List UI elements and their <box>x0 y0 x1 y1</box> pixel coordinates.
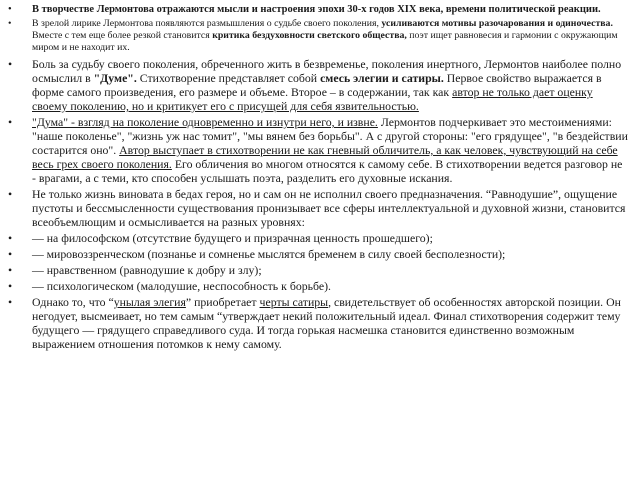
list-item <box>6 263 628 277</box>
bullet-icon: • <box>8 4 12 15</box>
paragraph-lyrics-text: Вместе с тем еще более резкой становится <box>32 30 213 41</box>
paragraph-duma-bold: "Думе". <box>93 71 137 85</box>
bullet-icon: • <box>8 115 13 129</box>
bullet-icon: • <box>8 18 12 29</box>
bullet-icon: • <box>8 279 13 293</box>
paragraph-satire-underlined: черты сатиры <box>259 295 329 309</box>
level-philosophical: — на философском (отсутствие будущего и призрачная ценность прошедшего); <box>32 231 433 245</box>
paragraph-view-text: Его обличения во многом относятся к самому себе. В стихотворении ведется разговор не - врагами, а с теми, кто способен услышать поэта, разделить его духовные искания. <box>32 157 623 185</box>
bullet-icon: • <box>8 247 13 261</box>
level-psychological: — психологическом (малодушие, неспособность к борьбе). <box>32 279 331 293</box>
list-item <box>6 57 628 113</box>
list-item <box>6 247 628 261</box>
list-item <box>6 295 628 351</box>
level-moral: — нравственном (равнодушие к добру и злу); <box>32 263 262 277</box>
paragraph-lyrics-bold: критика бездуховности светского общества, <box>212 30 407 41</box>
paragraph-duma-text: Стихотворение представляет собой <box>136 71 321 85</box>
paragraph-duma-underlined: автор не только дает оценку своему поколению, но и критикует его с присущей для себя язвительностью. <box>32 85 593 113</box>
paragraph-satire-text: Однако то, что “ <box>32 295 114 309</box>
bullet-icon: • <box>8 295 13 309</box>
paragraph-indifference: Не только жизнь виновата в бедах героя, но и сам он не исполнил своего предназначения. “Равнодушие”, ощущение пустоты и бессмысленности существования пронизывает все сферы интеллектуальной и духовной жизни, становится всеобъемлющим и осмысливается на разных уровнях: <box>32 187 626 229</box>
paragraph-lyrics-bold: усиливаются мотивы разочарования и одиночества. <box>381 18 613 29</box>
list-item <box>6 3 628 16</box>
paragraph-duma-text: Первое свойство выражается в форме самого произведения, его размере и объеме. Второе – в содержании, так как <box>32 71 602 99</box>
list-item <box>6 231 628 245</box>
list-item <box>6 187 628 229</box>
list-item <box>6 115 628 185</box>
paragraph-view-underlined: Автор выступает в стихотворении не как гневный обличитель, а как человек, чувствующий на себе весь грех своего поколения. <box>32 143 618 171</box>
bullet-icon: • <box>8 263 13 277</box>
paragraph-satire-text: , свидетельствует об особенностях авторской позиции. Он негодует, высмеивает, но тем самым “утверждает некий положительный идеал. Финал стихотворения содержит тему будущего — грядущего справедливого суда. И тогда горькая насмешка становится единственно возможным выражением отношения потомков к нему самому. <box>32 295 621 351</box>
paragraph-lyrics-text: В зрелой лирике Лермонтова появляются размышления о судьбе своего поколения, <box>32 18 382 29</box>
paragraph-duma-bold: смесь элегии и сатиры. <box>320 71 444 85</box>
bullet-list <box>6 3 628 351</box>
bullet-icon: • <box>8 57 13 71</box>
paragraph-satire-underlined: унылая элегия <box>113 295 186 309</box>
paragraph-satire-text: ” приобретает <box>185 295 260 309</box>
paragraph-epoch: В творчестве Лермонтова отражаются мысли и настроения эпохи 30-х годов XIX века, времени политической реакции. <box>32 4 601 15</box>
list-item <box>6 279 628 293</box>
paragraph-view-text: Лермонтов подчеркивает это местоимениями: "наше поколенье", "жизнь уж нас томит", "мы вянем без борьбы". А с другой стороны: "его грядущее", "в бездействии состарится оно". <box>32 115 628 157</box>
paragraph-lyrics-text: поэт ищет равновесия и гармонии с окружающим миром и не находит их. <box>32 30 618 53</box>
list-item <box>6 18 628 54</box>
paragraph-view-underlined: "Дума" - взгляд на поколение одновременно и изнутри него, и извне. <box>32 115 378 129</box>
paragraph-duma-text: Боль за судьбу своего поколения, обреченного жить в безвременье, поколения инертного, Лермонтов наиболее полно осмыслил в <box>32 57 622 85</box>
bullet-icon: • <box>8 231 13 245</box>
bullet-icon: • <box>8 187 13 201</box>
level-worldview: — мировоззренческом (познанье и сомненье мыслятся бременем в силу своей бесполезности); <box>32 247 506 261</box>
